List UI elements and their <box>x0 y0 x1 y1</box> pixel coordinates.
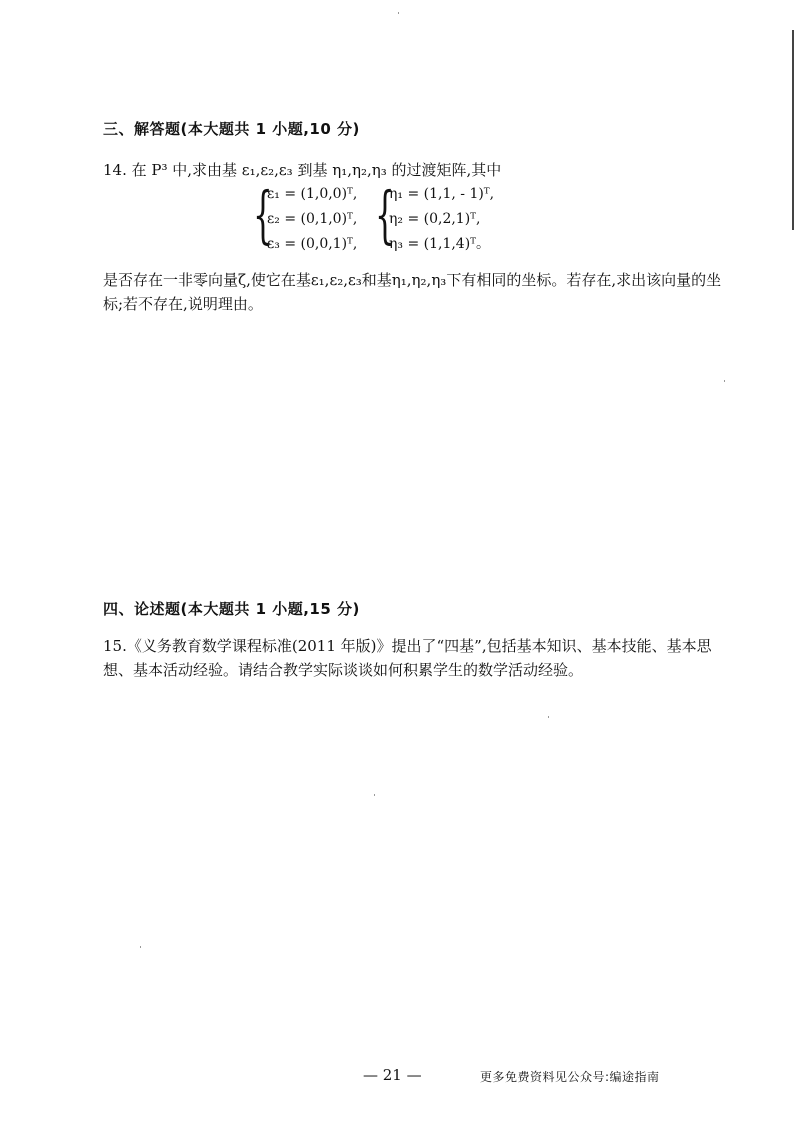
scan-speck <box>374 794 375 796</box>
scan-edge-line <box>792 30 794 230</box>
scan-speck <box>724 380 725 382</box>
eta1-row: η₁ = (1,1, - 1)ᵀ, <box>389 186 495 202</box>
question-14-body: 是否存在一非零向量ζ,使它在基ε₁,ε₂,ε₃和基η₁,η₂,η₃下有相同的坐标。若存在,求出该向量的坐标;若不存在,说明理由。 <box>103 271 722 313</box>
question-14-intro: 14. 在 P³ 中,求由基 ε₁,ε₂,ε₃ 到基 η₁,η₂,η₃ 的过渡矩阵,其中 <box>103 161 502 179</box>
scan-speck <box>398 12 399 14</box>
section-3-heading: 三、解答题(本大题共 1 小题,10 分) <box>103 120 360 138</box>
eps2-row: ε₂ = (0,1,0)ᵀ, <box>267 211 358 227</box>
eta2-row: η₂ = (0,2,1)ᵀ, <box>389 211 481 227</box>
section-4-heading: 四、论述题(本大题共 1 小题,15 分) <box>103 600 360 618</box>
footer-note: 更多免费资料见公众号:编途指南 <box>480 1070 660 1084</box>
scan-speck <box>548 716 549 718</box>
left-brace-eps: { <box>253 178 273 251</box>
page-number: — 21 — <box>363 1066 422 1084</box>
left-brace-eta: { <box>375 178 395 251</box>
eps-column <box>267 182 357 257</box>
scan-speck <box>140 946 141 948</box>
eps3-row: ε₃ = (0,0,1)ᵀ, <box>267 236 358 252</box>
eta3-row: η₃ = (1,1,4)ᵀ。 <box>389 236 491 252</box>
eta-column <box>389 182 494 257</box>
question-15-body: 15.《义务教育数学课程标准(2011 年版)》提出了“四基”,包括基本知识、基本技能、基本思想、基本活动经验。请结合教学实际谈谈如何积累学生的数学活动经验。 <box>103 637 712 679</box>
eps1-row: ε₁ = (1,0,0)ᵀ, <box>267 186 358 202</box>
